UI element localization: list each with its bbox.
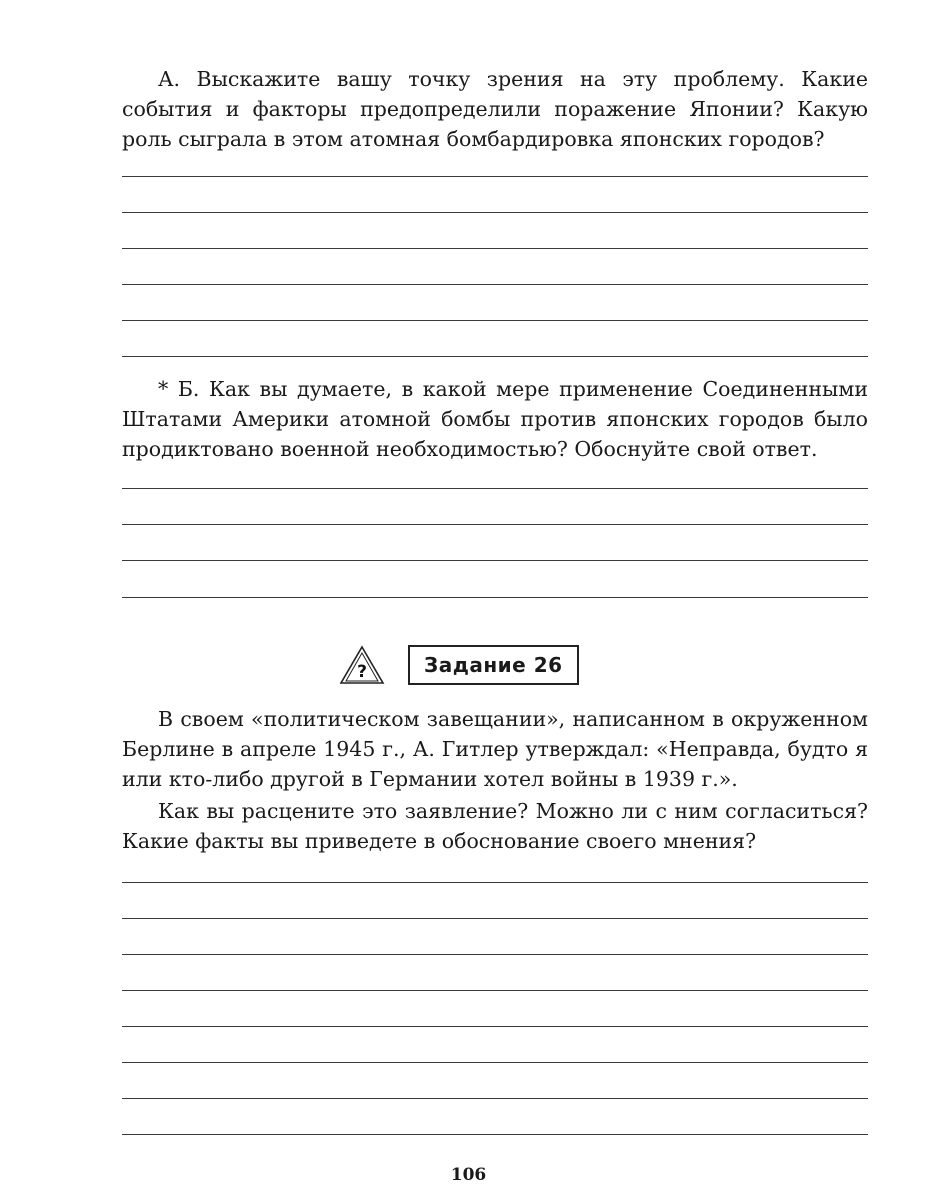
task-paragraph-2: Как вы расцените это заявление? Можно ли с ним согласиться? Какие факты вы приведете в обоснование своего мнения? <box>122 799 868 853</box>
question-b: * Б. Как вы думаете, в какой мере применение Соединенными Штатами Америки атомной бомбы против японских городов было продиктовано военной необходимостью? Обоснуйте свой ответ. <box>122 377 868 461</box>
answer-line[interactable] <box>122 882 868 883</box>
question-a: А. Выскажите вашу точку зрения на эту проблему. Какие события и факторы предопределили поражение Японии? Какую роль сыграла в этом атомная бомбардировка японских городов? <box>122 67 868 151</box>
task-paragraph-1: В своем «политическом завещании», написанном в окруженном Берлине в апреле 1945 г., А. Гитлер утверждал: «Неправда, будто я или кто-либо другой в Германии хотел войны в 1939 г.». <box>122 707 868 791</box>
answer-line[interactable] <box>122 1062 868 1063</box>
answer-line[interactable] <box>122 212 868 213</box>
question-mark-glyph: ? <box>357 662 367 682</box>
task-title: Задание 26 <box>408 645 579 685</box>
answer-line[interactable] <box>122 356 868 357</box>
task-header <box>338 644 579 686</box>
answer-line[interactable] <box>122 1098 868 1099</box>
answer-line[interactable] <box>122 248 868 249</box>
answer-line[interactable] <box>122 284 868 285</box>
answer-line[interactable] <box>122 1134 868 1135</box>
answer-line[interactable] <box>122 597 868 598</box>
answer-line[interactable] <box>122 1026 868 1027</box>
answer-line[interactable] <box>122 954 868 955</box>
answer-line[interactable] <box>122 560 868 561</box>
answer-line[interactable] <box>122 918 868 919</box>
answer-line[interactable] <box>122 176 868 177</box>
page-number: 106 <box>450 1165 487 1185</box>
warning-triangle-question-icon <box>338 644 386 686</box>
answer-line[interactable] <box>122 990 868 991</box>
answer-line[interactable] <box>122 320 868 321</box>
answer-line[interactable] <box>122 524 868 525</box>
answer-line[interactable] <box>122 488 868 489</box>
